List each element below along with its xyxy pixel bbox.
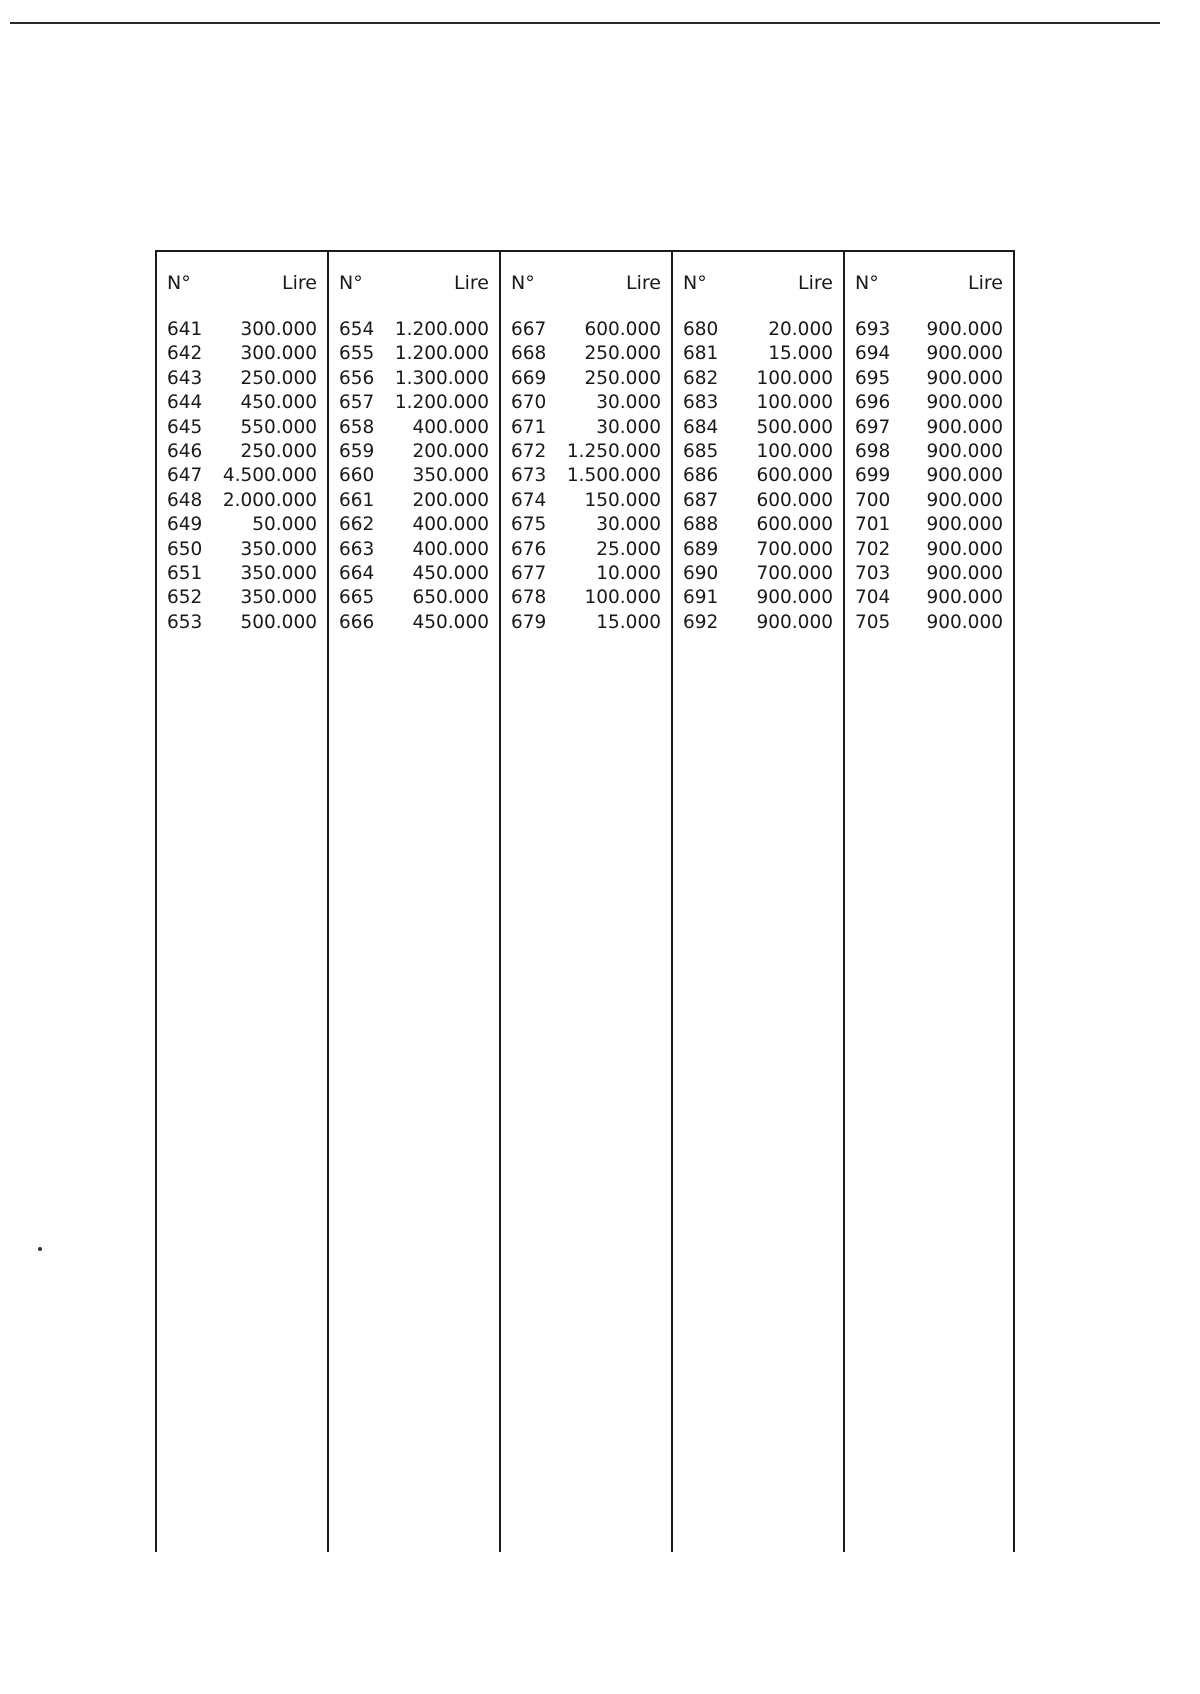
entry-number: 695 [855, 367, 891, 389]
table-row [339, 318, 489, 342]
table-row [855, 538, 1003, 562]
amount-header: Lire [968, 272, 1003, 294]
entry-amount: 550.000 [240, 416, 317, 438]
column-divider [1013, 252, 1015, 1552]
table-row [683, 416, 833, 440]
entry-amount: 900.000 [926, 465, 1003, 487]
table-row [167, 342, 317, 366]
entry-number: 660 [339, 465, 375, 487]
entry-amount: 200.000 [412, 489, 489, 511]
entry-number: 647 [167, 465, 203, 487]
entry-amount: 400.000 [412, 416, 489, 438]
entry-number: 642 [167, 343, 203, 365]
entry-number: 645 [167, 416, 203, 438]
entry-amount: 900.000 [756, 611, 833, 633]
entry-number: 698 [855, 440, 891, 462]
entry-amount: 30.000 [596, 392, 661, 414]
top-rule [10, 22, 1160, 24]
number-header: N° [511, 272, 535, 294]
entry-amount: 15.000 [596, 611, 661, 633]
table-row [855, 562, 1003, 586]
entry-number: 701 [855, 514, 891, 536]
ledger-table [155, 250, 1015, 1552]
table-row [855, 342, 1003, 366]
entry-number: 689 [683, 538, 719, 560]
table-row [339, 391, 489, 415]
entry-number: 703 [855, 562, 891, 584]
entry-amount: 10.000 [596, 562, 661, 584]
table-row [167, 562, 317, 586]
entry-number: 694 [855, 343, 891, 365]
table-row [855, 391, 1003, 415]
table-row [511, 538, 661, 562]
table-row [339, 464, 489, 488]
table-row [511, 440, 661, 464]
table-row [683, 391, 833, 415]
table-row [167, 611, 317, 635]
table-row [339, 416, 489, 440]
column-header [683, 272, 833, 300]
entry-number: 665 [339, 587, 375, 609]
entry-amount: 50.000 [252, 514, 317, 536]
entry-number: 677 [511, 562, 547, 584]
entry-amount: 900.000 [926, 562, 1003, 584]
ledger-column-2 [329, 252, 499, 1552]
entry-amount: 900.000 [926, 367, 1003, 389]
entry-amount: 900.000 [926, 538, 1003, 560]
amount-header: Lire [282, 272, 317, 294]
entry-number: 699 [855, 465, 891, 487]
table-row [339, 611, 489, 635]
entry-number: 671 [511, 416, 547, 438]
table-row [167, 440, 317, 464]
table-row [511, 416, 661, 440]
column-rows [855, 318, 1003, 635]
entry-amount: 400.000 [412, 514, 489, 536]
table-row [167, 538, 317, 562]
table-row [167, 513, 317, 537]
entry-amount: 1.300.000 [394, 367, 489, 389]
entry-number: 676 [511, 538, 547, 560]
entry-amount: 1.200.000 [394, 343, 489, 365]
table-row [855, 440, 1003, 464]
ledger-column-4 [673, 252, 843, 1552]
table-row [855, 489, 1003, 513]
entry-amount: 700.000 [756, 538, 833, 560]
entry-amount: 100.000 [756, 440, 833, 462]
amount-header: Lire [626, 272, 661, 294]
entry-number: 705 [855, 611, 891, 633]
entry-amount: 900.000 [926, 392, 1003, 414]
table-row [167, 489, 317, 513]
table-row [339, 342, 489, 366]
entry-number: 683 [683, 392, 719, 414]
ledger-column-5 [845, 252, 1013, 1552]
table-row [167, 391, 317, 415]
column-header [855, 272, 1003, 300]
entry-amount: 2.000.000 [222, 489, 317, 511]
table-row [511, 489, 661, 513]
entry-amount: 100.000 [756, 367, 833, 389]
entry-amount: 250.000 [240, 367, 317, 389]
entry-number: 664 [339, 562, 375, 584]
entry-amount: 900.000 [926, 587, 1003, 609]
entry-amount: 600.000 [584, 319, 661, 340]
entry-number: 659 [339, 440, 375, 462]
entry-number: 656 [339, 367, 375, 389]
entry-amount: 350.000 [240, 562, 317, 584]
entry-amount: 900.000 [756, 587, 833, 609]
table-row [511, 562, 661, 586]
entry-amount: 4.500.000 [222, 465, 317, 487]
entry-amount: 600.000 [756, 514, 833, 536]
table-row [511, 586, 661, 610]
entry-number: 651 [167, 562, 203, 584]
amount-header: Lire [454, 272, 489, 294]
entry-number: 700 [855, 489, 891, 511]
number-header: N° [339, 272, 363, 294]
table-row [511, 318, 661, 342]
entry-amount: 350.000 [240, 538, 317, 560]
table-row [511, 464, 661, 488]
entry-amount: 1.500.000 [566, 465, 661, 487]
entry-amount: 1.200.000 [394, 319, 489, 340]
entry-number: 646 [167, 440, 203, 462]
scan-speck [38, 1247, 42, 1251]
entry-number: 690 [683, 562, 719, 584]
table-row [855, 611, 1003, 635]
entry-number: 680 [683, 319, 719, 340]
column-header [511, 272, 661, 300]
entry-number: 691 [683, 587, 719, 609]
entry-amount: 350.000 [412, 465, 489, 487]
entry-number: 663 [339, 538, 375, 560]
entry-amount: 900.000 [926, 489, 1003, 511]
table-row [339, 586, 489, 610]
entry-amount: 700.000 [756, 562, 833, 584]
entry-amount: 100.000 [584, 587, 661, 609]
entry-number: 666 [339, 611, 375, 633]
entry-number: 652 [167, 587, 203, 609]
entry-amount: 150.000 [584, 489, 661, 511]
entry-number: 667 [511, 319, 547, 340]
entry-number: 684 [683, 416, 719, 438]
column-rows [339, 318, 489, 635]
entry-number: 657 [339, 392, 375, 414]
table-row [683, 367, 833, 391]
entry-number: 688 [683, 514, 719, 536]
table-row [855, 367, 1003, 391]
entry-amount: 450.000 [240, 392, 317, 414]
table-row [855, 586, 1003, 610]
table-row [511, 367, 661, 391]
table-row [683, 342, 833, 366]
entry-number: 658 [339, 416, 375, 438]
table-row [167, 586, 317, 610]
entry-amount: 250.000 [240, 440, 317, 462]
entry-number: 649 [167, 514, 203, 536]
table-row [339, 562, 489, 586]
table-row [855, 464, 1003, 488]
amount-header: Lire [798, 272, 833, 294]
entry-number: 661 [339, 489, 375, 511]
entry-number: 697 [855, 416, 891, 438]
table-row [339, 538, 489, 562]
entry-number: 644 [167, 392, 203, 414]
entry-amount: 900.000 [926, 343, 1003, 365]
entry-amount: 600.000 [756, 489, 833, 511]
entry-number: 702 [855, 538, 891, 560]
ledger-column-1 [157, 252, 327, 1552]
table-row [339, 489, 489, 513]
table-row [683, 586, 833, 610]
table-row [855, 513, 1003, 537]
table-row [683, 611, 833, 635]
entry-amount: 100.000 [756, 392, 833, 414]
table-row [683, 464, 833, 488]
table-row [511, 611, 661, 635]
entry-amount: 250.000 [584, 367, 661, 389]
column-rows [683, 318, 833, 635]
table-row [167, 318, 317, 342]
entry-number: 692 [683, 611, 719, 633]
table-row [683, 440, 833, 464]
table-row [339, 367, 489, 391]
entry-number: 678 [511, 587, 547, 609]
table-row [511, 342, 661, 366]
entry-amount: 900.000 [926, 319, 1003, 340]
table-row [167, 464, 317, 488]
table-row [855, 416, 1003, 440]
entry-amount: 650.000 [412, 587, 489, 609]
entry-number: 672 [511, 440, 547, 462]
table-row [683, 513, 833, 537]
entry-number: 682 [683, 367, 719, 389]
column-header [167, 272, 317, 300]
number-header: N° [683, 272, 707, 294]
table-row [167, 416, 317, 440]
entry-amount: 900.000 [926, 416, 1003, 438]
table-row [683, 318, 833, 342]
number-header: N° [167, 272, 191, 294]
entry-number: 704 [855, 587, 891, 609]
entry-amount: 200.000 [412, 440, 489, 462]
entry-amount: 900.000 [926, 611, 1003, 633]
entry-amount: 500.000 [240, 611, 317, 633]
entry-number: 643 [167, 367, 203, 389]
entry-number: 696 [855, 392, 891, 414]
entry-amount: 30.000 [596, 514, 661, 536]
entry-number: 679 [511, 611, 547, 633]
entry-amount: 900.000 [926, 440, 1003, 462]
entry-amount: 300.000 [240, 319, 317, 340]
column-header [339, 272, 489, 300]
column-rows [167, 318, 317, 635]
table-row [511, 513, 661, 537]
entry-number: 674 [511, 489, 547, 511]
entry-amount: 900.000 [926, 514, 1003, 536]
entry-number: 641 [167, 319, 203, 340]
table-row [855, 318, 1003, 342]
entry-number: 648 [167, 489, 203, 511]
table-row [167, 367, 317, 391]
entry-number: 650 [167, 538, 203, 560]
entry-amount: 500.000 [756, 416, 833, 438]
entry-number: 662 [339, 514, 375, 536]
entry-number: 675 [511, 514, 547, 536]
ledger-column-3 [501, 252, 671, 1552]
entry-number: 670 [511, 392, 547, 414]
table-row [683, 562, 833, 586]
column-rows [511, 318, 661, 635]
entry-amount: 25.000 [596, 538, 661, 560]
entry-amount: 350.000 [240, 587, 317, 609]
entry-number: 685 [683, 440, 719, 462]
entry-amount: 30.000 [596, 416, 661, 438]
entry-number: 654 [339, 319, 375, 340]
entry-number: 681 [683, 343, 719, 365]
table-row [511, 391, 661, 415]
entry-amount: 20.000 [768, 319, 833, 340]
table-row [683, 489, 833, 513]
table-row [339, 513, 489, 537]
entry-number: 673 [511, 465, 547, 487]
entry-number: 668 [511, 343, 547, 365]
entry-number: 686 [683, 465, 719, 487]
entry-amount: 15.000 [768, 343, 833, 365]
entry-number: 687 [683, 489, 719, 511]
entry-number: 669 [511, 367, 547, 389]
entry-number: 655 [339, 343, 375, 365]
number-header: N° [855, 272, 879, 294]
entry-amount: 1.200.000 [394, 392, 489, 414]
table-row [339, 440, 489, 464]
entry-amount: 600.000 [756, 465, 833, 487]
table-row [683, 538, 833, 562]
entry-amount: 250.000 [584, 343, 661, 365]
entry-amount: 400.000 [412, 538, 489, 560]
entry-amount: 300.000 [240, 343, 317, 365]
entry-number: 693 [855, 319, 891, 340]
entry-amount: 450.000 [412, 562, 489, 584]
entry-amount: 1.250.000 [566, 440, 661, 462]
entry-amount: 450.000 [412, 611, 489, 633]
entry-number: 653 [167, 611, 203, 633]
